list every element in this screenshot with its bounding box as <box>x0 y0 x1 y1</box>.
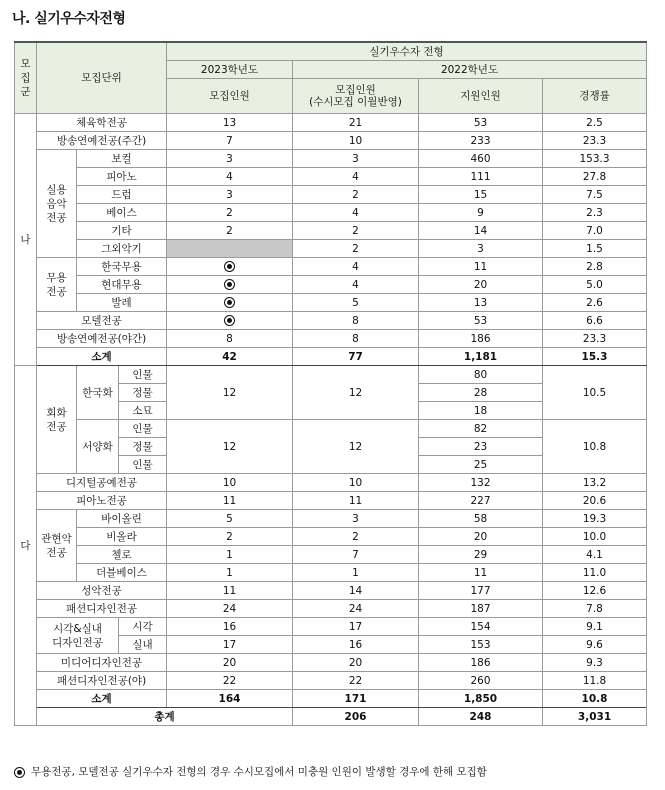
ratio: 11.0 <box>543 564 647 582</box>
group-practical-music: 실용 음악 전공 <box>37 150 77 258</box>
applicants: 1,181 <box>419 348 543 366</box>
quota-2023: 2 <box>167 528 293 546</box>
table-row <box>15 672 647 690</box>
table-row <box>15 528 647 546</box>
ratio: 13.2 <box>543 474 647 492</box>
sub-unit: 소묘 <box>119 402 167 420</box>
applicants: 460 <box>419 150 543 168</box>
table-row <box>15 330 647 348</box>
table-row <box>15 312 647 330</box>
ratio: 10.8 <box>543 690 647 708</box>
ratio: 4.1 <box>543 546 647 564</box>
quota-2023: 22 <box>167 672 293 690</box>
ratio: 20.6 <box>543 492 647 510</box>
quota-2023: 2 <box>167 204 293 222</box>
applicants: 23 <box>419 438 543 456</box>
applicants: 186 <box>419 330 543 348</box>
quota-2023: 4 <box>167 168 293 186</box>
table-row <box>15 654 647 672</box>
applicants: 111 <box>419 168 543 186</box>
quota-2022: 4 <box>293 258 419 276</box>
header-ratio: 경쟁률 <box>543 79 647 114</box>
total-row <box>15 708 647 726</box>
unit-cell: 피아노 <box>77 168 167 186</box>
ratio: 7.0 <box>543 222 647 240</box>
quota-2023: 11 <box>167 492 293 510</box>
footnote <box>14 764 487 779</box>
quota-2022: 10 <box>293 132 419 150</box>
table-row <box>15 186 647 204</box>
ratio: 2.8 <box>543 258 647 276</box>
quota-2022: 2 <box>293 528 419 546</box>
group-painting: 회화 전공 <box>37 366 77 474</box>
table-row <box>15 150 647 168</box>
ratio: 7.8 <box>543 600 647 618</box>
bullet-icon <box>167 258 293 276</box>
unit-cell: 성악전공 <box>37 582 167 600</box>
applicants: 3,031 <box>543 708 647 726</box>
quota-2023: 20 <box>167 654 293 672</box>
unit-cell: 그외악기 <box>77 240 167 258</box>
unit-cell: 방송연예전공(야간) <box>37 330 167 348</box>
header-main: 실기우수자 전형 <box>167 42 647 61</box>
ratio: 153.3 <box>543 150 647 168</box>
quota-2022: 1 <box>293 564 419 582</box>
section-title: 나. 실기우수자전형 <box>12 11 126 27</box>
quota-2022: 3 <box>293 510 419 528</box>
ratio: 5.0 <box>543 276 647 294</box>
applicants: 53 <box>419 114 543 132</box>
quota-2023: 17 <box>167 636 293 654</box>
table-row <box>15 276 647 294</box>
quota-2022: 77 <box>293 348 419 366</box>
applicants: 186 <box>419 654 543 672</box>
quota-2023: 12 <box>167 420 293 474</box>
subtotal-row <box>15 690 647 708</box>
ratio: 1.5 <box>543 240 647 258</box>
header-quota-2022: 모집인원 (수시모집 이월반영) <box>293 79 419 114</box>
applicants: 154 <box>419 618 543 636</box>
quota-2023: 10 <box>167 474 293 492</box>
applicants: 20 <box>419 528 543 546</box>
sub-unit: 인물 <box>119 366 167 384</box>
subtotal-label: 소계 <box>37 690 167 708</box>
ratio: 9.1 <box>543 618 647 636</box>
table-row <box>15 366 647 384</box>
unit-cell: 피아노전공 <box>37 492 167 510</box>
bullet-icon <box>167 294 293 312</box>
bullet-icon <box>14 767 25 778</box>
quota-2022: 24 <box>293 600 419 618</box>
ratio: 2.5 <box>543 114 647 132</box>
quota-2022: 17 <box>293 618 419 636</box>
subtotal-label: 소계 <box>37 348 167 366</box>
bullet-icon <box>167 276 293 294</box>
unit-cell: 더블베이스 <box>77 564 167 582</box>
applicants: 260 <box>419 672 543 690</box>
ratio: 27.8 <box>543 168 647 186</box>
applicants: 1,850 <box>419 690 543 708</box>
quota-2023: 5 <box>167 510 293 528</box>
group-dance: 무용 전공 <box>37 258 77 312</box>
unit-cell: 모델전공 <box>37 312 167 330</box>
applicants: 177 <box>419 582 543 600</box>
bullet-icon <box>167 312 293 330</box>
table-row <box>15 582 647 600</box>
quota-2022: 4 <box>293 204 419 222</box>
table-row <box>15 474 647 492</box>
table-row <box>15 168 647 186</box>
quota-2023: 3 <box>167 150 293 168</box>
applicants: 25 <box>419 456 543 474</box>
quota-2022: 12 <box>293 366 419 420</box>
unit-cell: 실내 <box>119 636 167 654</box>
quota-2023: 16 <box>167 618 293 636</box>
unit-cell: 바이올린 <box>77 510 167 528</box>
unit-cell: 현대무용 <box>77 276 167 294</box>
quota-2023: 1 <box>167 564 293 582</box>
unit-cell: 보컬 <box>77 150 167 168</box>
quota-2023: 11 <box>167 582 293 600</box>
quota-2023: 13 <box>167 114 293 132</box>
quota-2022: 16 <box>293 636 419 654</box>
table-row <box>15 294 647 312</box>
ratio: 2.6 <box>543 294 647 312</box>
table-row <box>15 564 647 582</box>
applicants: 53 <box>419 312 543 330</box>
quota-2023: 7 <box>167 132 293 150</box>
applicants: 58 <box>419 510 543 528</box>
table-row <box>15 240 647 258</box>
group-orchestra: 관현악 전공 <box>37 510 77 582</box>
ratio: 15.3 <box>543 348 647 366</box>
applicants: 187 <box>419 600 543 618</box>
quota-2023: 3 <box>167 186 293 204</box>
applicants: 20 <box>419 276 543 294</box>
unit-cell: 패션디자인전공 <box>37 600 167 618</box>
ratio: 10.8 <box>543 420 647 474</box>
quota-2022: 21 <box>293 114 419 132</box>
unit-cell: 베이스 <box>77 204 167 222</box>
header-year-2022: 2022학년도 <box>293 61 647 79</box>
sub-unit: 인물 <box>119 456 167 474</box>
footnote-text: 무용전공, 모델전공 실기우수자 전형의 경우 수시모집에서 미충원 인원이 발생할 경우에 한해 모집함 <box>31 766 487 778</box>
ratio: 19.3 <box>543 510 647 528</box>
quota-2022: 5 <box>293 294 419 312</box>
table-row <box>15 492 647 510</box>
applicants: 82 <box>419 420 543 438</box>
quota-2022: 248 <box>419 708 543 726</box>
ratio: 2.3 <box>543 204 647 222</box>
quota-2022: 14 <box>293 582 419 600</box>
unit-cell: 한국무용 <box>77 258 167 276</box>
quota-2023: 164 <box>167 690 293 708</box>
quota-2023: 24 <box>167 600 293 618</box>
ratio: 9.3 <box>543 654 647 672</box>
applicants: 15 <box>419 186 543 204</box>
table-row <box>15 258 647 276</box>
applicants: 13 <box>419 294 543 312</box>
painting-western: 서양화 <box>77 420 119 474</box>
ratio: 23.3 <box>543 132 647 150</box>
table-row <box>15 132 647 150</box>
header-year-2023: 2023학년도 <box>167 61 293 79</box>
unit-cell: 패션디자인전공(야) <box>37 672 167 690</box>
quota-2023: 2 <box>167 222 293 240</box>
quota-2023: 206 <box>293 708 419 726</box>
applicants: 11 <box>419 258 543 276</box>
quota-2022: 22 <box>293 672 419 690</box>
quota-2023: 8 <box>167 330 293 348</box>
applicants: 14 <box>419 222 543 240</box>
sub-unit: 정물 <box>119 384 167 402</box>
unit-cell: 첼로 <box>77 546 167 564</box>
table-row <box>15 204 647 222</box>
quota-2023: 12 <box>167 366 293 420</box>
group-visual: 시각&실내 디자인전공 <box>37 618 119 654</box>
unit-cell: 방송연예전공(주간) <box>37 132 167 150</box>
quota-2022: 171 <box>293 690 419 708</box>
quota-2022: 2 <box>293 222 419 240</box>
ratio: 10.5 <box>543 366 647 420</box>
header-unit: 모집단위 <box>37 42 167 114</box>
applicants: 18 <box>419 402 543 420</box>
quota-2022: 20 <box>293 654 419 672</box>
header-quota-2023: 모집인원 <box>167 79 293 114</box>
table-row <box>15 114 647 132</box>
subtotal-row <box>15 348 647 366</box>
group-na: 나 <box>15 114 37 366</box>
quota-2023: 1 <box>167 546 293 564</box>
ratio: 9.6 <box>543 636 647 654</box>
unit-cell: 기타 <box>77 222 167 240</box>
header-group: 모 집 군 <box>15 42 37 114</box>
quota-2022: 11 <box>293 492 419 510</box>
quota-2023-empty <box>167 240 293 258</box>
quota-2022: 10 <box>293 474 419 492</box>
applicants: 132 <box>419 474 543 492</box>
unit-cell: 미디어디자인전공 <box>37 654 167 672</box>
applicants: 233 <box>419 132 543 150</box>
quota-2022: 2 <box>293 240 419 258</box>
ratio: 12.6 <box>543 582 647 600</box>
quota-2022: 8 <box>293 312 419 330</box>
ratio: 6.6 <box>543 312 647 330</box>
applicants: 29 <box>419 546 543 564</box>
header-applicants: 지원인원 <box>419 79 543 114</box>
applicants: 11 <box>419 564 543 582</box>
quota-2022: 2 <box>293 186 419 204</box>
applicants: 227 <box>419 492 543 510</box>
applicants: 3 <box>419 240 543 258</box>
ratio: 7.5 <box>543 186 647 204</box>
unit-cell: 발레 <box>77 294 167 312</box>
unit-cell: 시각 <box>119 618 167 636</box>
ratio: 10.0 <box>543 528 647 546</box>
applicants: 28 <box>419 384 543 402</box>
quota-2022: 4 <box>293 276 419 294</box>
painting-korean: 한국화 <box>77 366 119 420</box>
quota-2022: 7 <box>293 546 419 564</box>
quota-2022: 8 <box>293 330 419 348</box>
sub-unit: 인물 <box>119 420 167 438</box>
total-label: 총계 <box>37 708 293 726</box>
applicants: 9 <box>419 204 543 222</box>
table-row <box>15 420 647 438</box>
table-row <box>15 510 647 528</box>
quota-2022: 3 <box>293 150 419 168</box>
applicants: 80 <box>419 366 543 384</box>
unit-cell: 체육학전공 <box>37 114 167 132</box>
unit-cell: 비올라 <box>77 528 167 546</box>
quota-2022: 12 <box>293 420 419 474</box>
unit-cell: 디지털공예전공 <box>37 474 167 492</box>
admission-table <box>14 41 647 726</box>
group-da: 다 <box>15 366 37 726</box>
table-row <box>15 618 647 636</box>
table-row <box>15 546 647 564</box>
quota-2022: 4 <box>293 168 419 186</box>
ratio: 11.8 <box>543 672 647 690</box>
quota-2023: 42 <box>167 348 293 366</box>
table-row <box>15 222 647 240</box>
table-row <box>15 600 647 618</box>
unit-cell: 드럼 <box>77 186 167 204</box>
applicants: 153 <box>419 636 543 654</box>
ratio: 23.3 <box>543 330 647 348</box>
sub-unit: 정물 <box>119 438 167 456</box>
